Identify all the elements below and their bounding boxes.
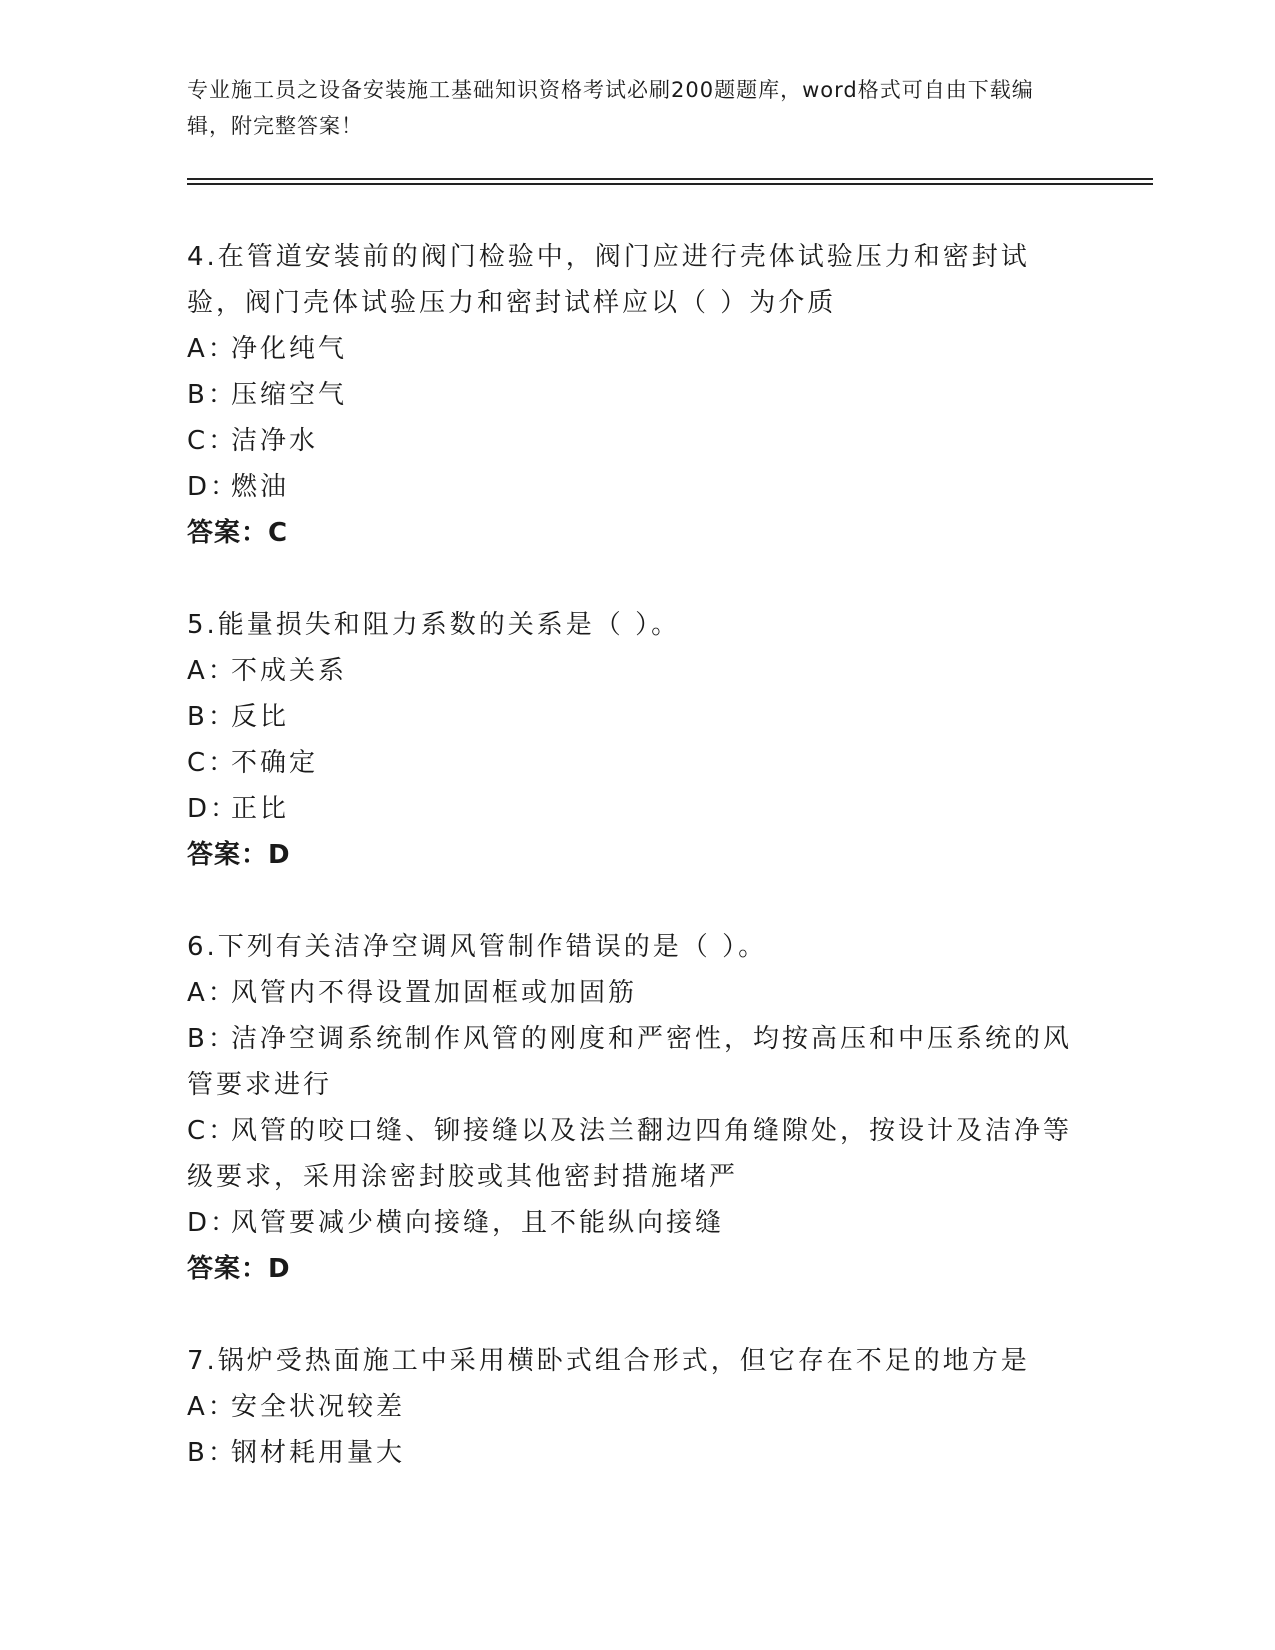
option-text: 反比: [231, 702, 290, 732]
option-a: [187, 1384, 1087, 1430]
option-text: 风管要减少横向接缝，且不能纵向接缝: [231, 1208, 725, 1238]
option-c: [187, 1108, 1087, 1200]
option-text: 洁净空调系统制作风管的刚度和严密性，均按高压和中压系统的风管要求进行: [187, 1024, 1073, 1100]
option-c: [187, 418, 1087, 464]
question-text: 7.锅炉受热面施工中采用横卧式组合形式，但它存在不足的地方是: [187, 1346, 1030, 1376]
question-item: [187, 602, 1087, 878]
option-b: [187, 694, 1087, 740]
option-b: [187, 372, 1087, 418]
option-text: 安全状况较差: [231, 1392, 406, 1422]
option-d: [187, 786, 1087, 832]
answer-line: 答案：D: [187, 1254, 291, 1284]
option-text: 净化纯气: [231, 334, 348, 364]
option-b: [187, 1430, 1087, 1476]
question-list: [187, 234, 1087, 1522]
option-key: B：: [187, 1438, 237, 1468]
option-text: 压缩空气: [231, 380, 348, 410]
option-key: A：: [187, 978, 237, 1008]
option-key: A：: [187, 656, 237, 686]
question-item: [187, 1338, 1087, 1476]
option-key: A：: [187, 334, 237, 364]
header-divider-bottom: [187, 183, 1153, 185]
option-d: [187, 464, 1087, 510]
option-key: C：: [187, 1116, 238, 1146]
option-a: [187, 648, 1087, 694]
answer-line: 答案：D: [187, 840, 291, 870]
option-a: [187, 970, 1087, 1016]
question-text: 4.在管道安装前的阀门检验中，阀门应进行壳体试验压力和密封试验，阀门壳体试验压力和密封试样应以（ ）为介质: [187, 242, 1030, 318]
question-text: 6.下列有关洁净空调风管制作错误的是（ ）。: [187, 932, 768, 962]
option-key: D：: [187, 472, 240, 502]
option-key: D：: [187, 1208, 240, 1238]
option-key: A：: [187, 1392, 237, 1422]
option-text: 风管内不得设置加固框或加固筋: [231, 978, 638, 1008]
question-item: [187, 234, 1087, 556]
option-text: 燃油: [231, 472, 290, 502]
option-text: 风管的咬口缝、铆接缝以及法兰翻边四角缝隙处，按设计及洁净等级要求，采用涂密封胶或其他密封措施堵严: [187, 1116, 1073, 1192]
option-d: [187, 1200, 1087, 1246]
option-c: [187, 740, 1087, 786]
option-text: 不成关系: [231, 656, 348, 686]
option-key: B：: [187, 1024, 237, 1054]
question-text: 5.能量损失和阻力系数的关系是（ ）。: [187, 610, 681, 640]
option-key: B：: [187, 380, 237, 410]
document-header: 专业施工员之设备安装施工基础知识资格考试必刷200题题库，word格式可自由下载编辑，附完整答案！: [187, 78, 1034, 138]
option-text: 不确定: [231, 748, 319, 778]
header-divider-top: [187, 178, 1153, 180]
option-text: 洁净水: [231, 426, 319, 456]
option-key: B：: [187, 702, 237, 732]
option-a: [187, 326, 1087, 372]
option-text: 钢材耗用量大: [231, 1438, 406, 1468]
option-key: C：: [187, 426, 238, 456]
option-text: 正比: [231, 794, 290, 824]
option-key: C：: [187, 748, 238, 778]
answer-line: 答案：C: [187, 518, 289, 548]
option-key: D：: [187, 794, 240, 824]
question-item: [187, 924, 1087, 1292]
option-b: [187, 1016, 1087, 1108]
